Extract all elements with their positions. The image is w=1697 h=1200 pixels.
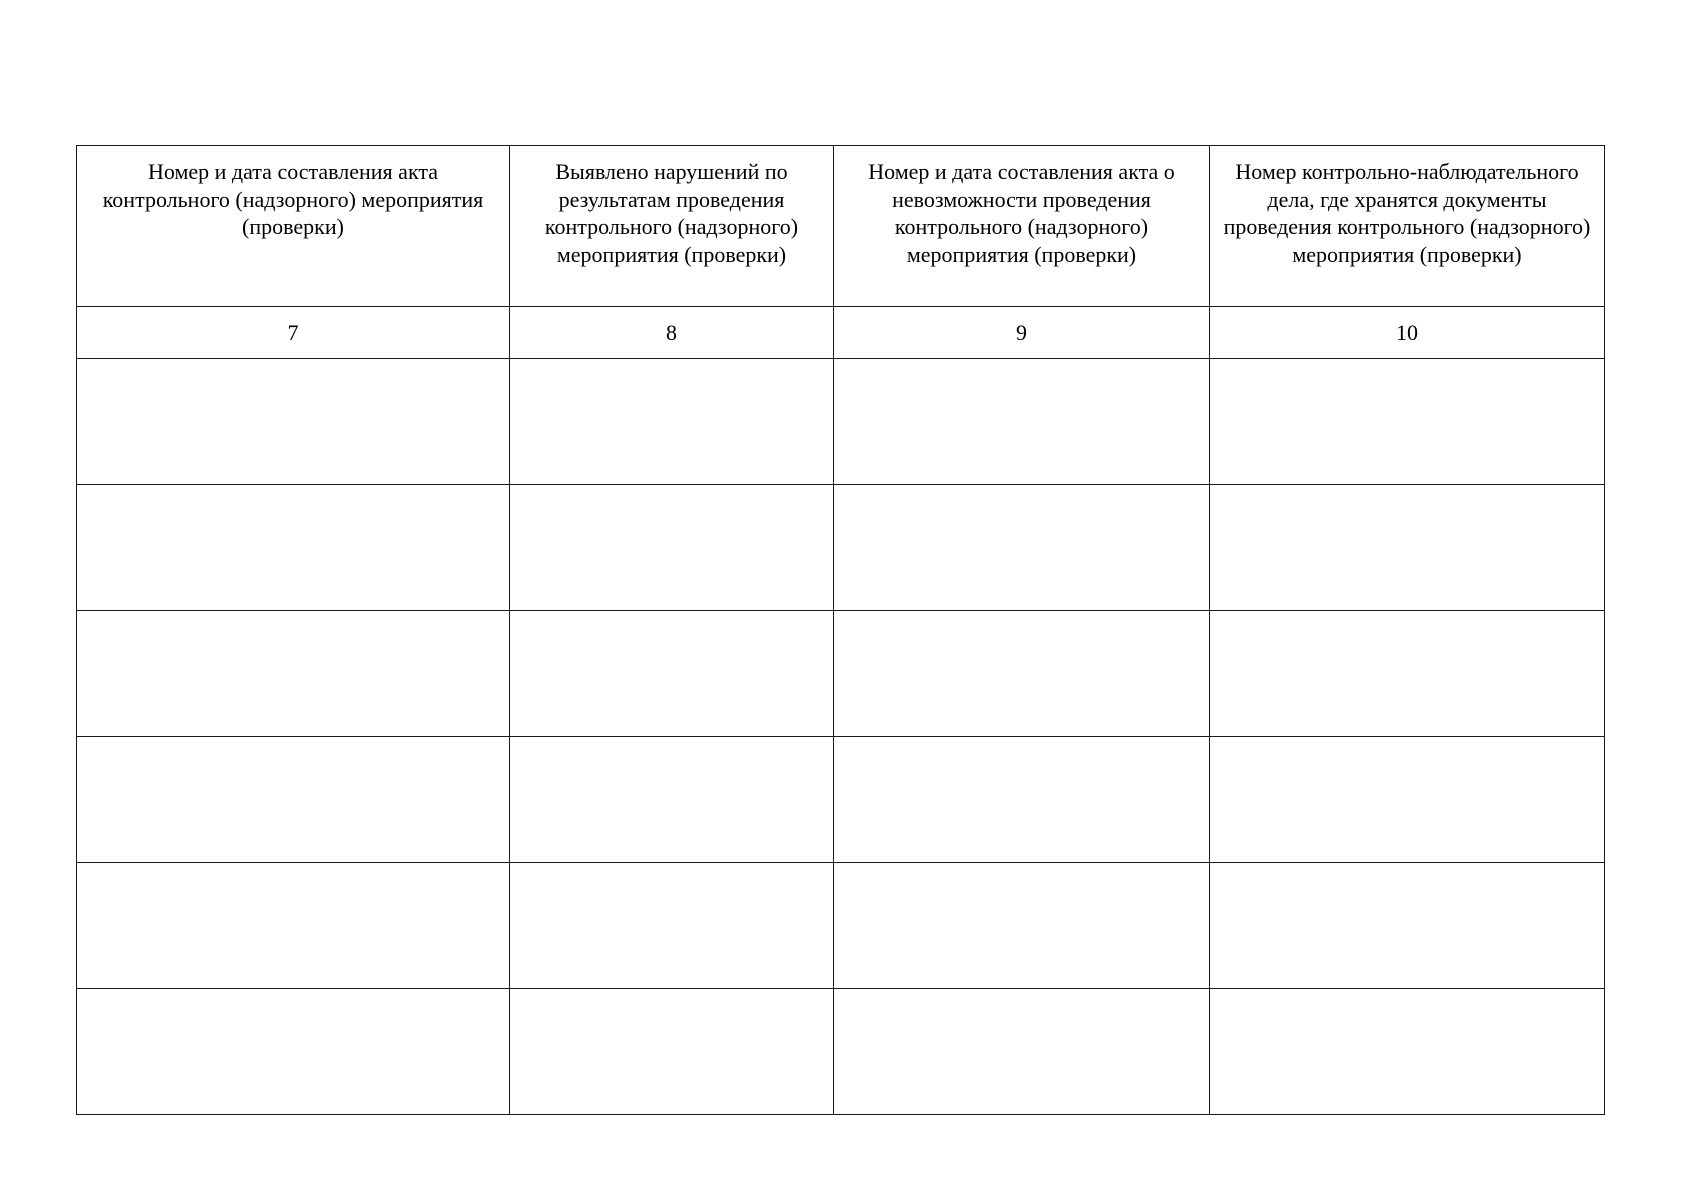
table-cell bbox=[510, 359, 834, 485]
table-cell bbox=[1210, 611, 1605, 737]
table-row bbox=[77, 863, 1605, 989]
table-cell bbox=[1210, 863, 1605, 989]
table-cell bbox=[77, 485, 510, 611]
table-row bbox=[77, 737, 1605, 863]
table-cell bbox=[834, 863, 1210, 989]
table-cell bbox=[510, 989, 834, 1115]
table-row bbox=[77, 485, 1605, 611]
column-number-row bbox=[77, 307, 1605, 359]
header-row bbox=[77, 146, 1605, 307]
table-cell bbox=[77, 737, 510, 863]
table-cell bbox=[834, 359, 1210, 485]
table-cell bbox=[510, 611, 834, 737]
table-cell bbox=[510, 737, 834, 863]
column-number-cell: 8 bbox=[510, 307, 834, 359]
table-cell bbox=[1210, 485, 1605, 611]
table-cell bbox=[834, 989, 1210, 1115]
header-cell-case-file-number: Номер контрольно-наблюдательного дела, где хранятся документы проведения контрольного (надзорного) мероприятия (проверки) bbox=[1210, 146, 1605, 307]
table-cell bbox=[834, 737, 1210, 863]
table-cell bbox=[77, 611, 510, 737]
header-cell-act-number-date: Номер и дата составления акта контрольного (надзорного) мероприятия (проверки) bbox=[77, 146, 510, 307]
header-cell-violations-found: Выявлено нарушений по результатам проведения контрольного (надзорного) мероприятия (проверки) bbox=[510, 146, 834, 307]
inspection-register-table bbox=[76, 145, 1605, 1115]
table-cell bbox=[1210, 737, 1605, 863]
table-cell bbox=[77, 989, 510, 1115]
table-cell bbox=[510, 863, 834, 989]
table-row bbox=[77, 359, 1605, 485]
table-row bbox=[77, 989, 1605, 1115]
table-row bbox=[77, 611, 1605, 737]
table-cell bbox=[77, 863, 510, 989]
table-cell bbox=[510, 485, 834, 611]
table-cell bbox=[834, 485, 1210, 611]
header-cell-impossibility-act: Номер и дата составления акта о невозможности проведения контрольного (надзорного) мероприятия (проверки) bbox=[834, 146, 1210, 307]
table-cell bbox=[1210, 989, 1605, 1115]
column-number-cell: 7 bbox=[77, 307, 510, 359]
table-cell bbox=[77, 359, 510, 485]
column-number-cell: 9 bbox=[834, 307, 1210, 359]
column-number-cell: 10 bbox=[1210, 307, 1605, 359]
table-cell bbox=[1210, 359, 1605, 485]
table-cell bbox=[834, 611, 1210, 737]
